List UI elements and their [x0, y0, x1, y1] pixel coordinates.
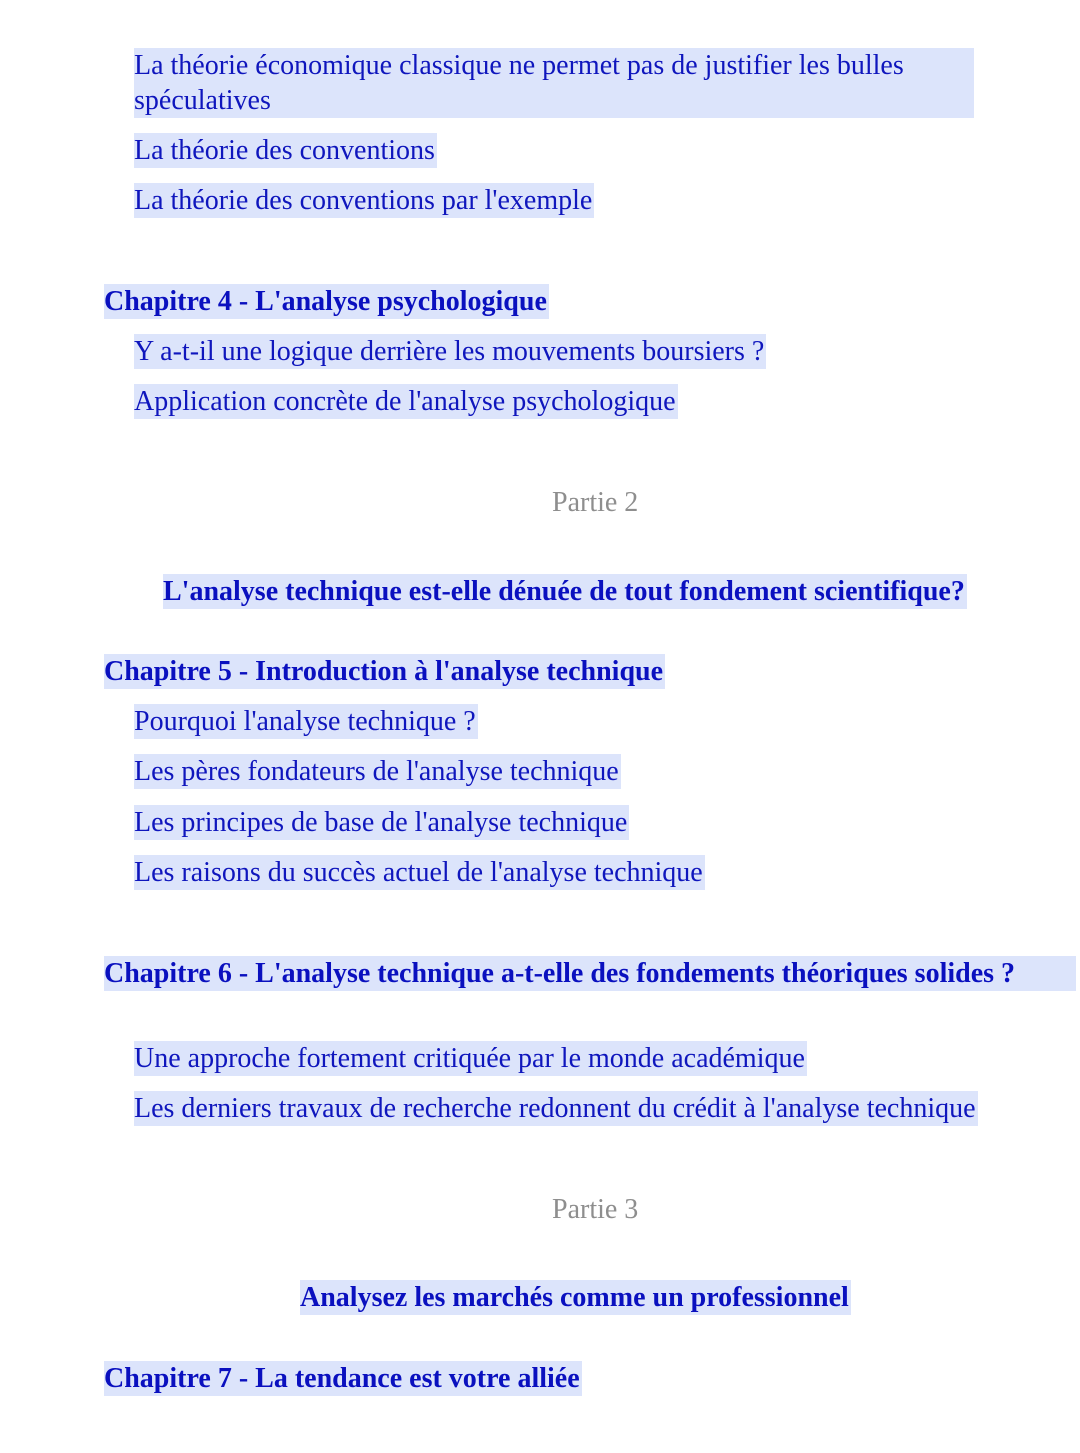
- toc-link-conventions-exemple[interactable]: La théorie des conventions par l'exemple: [134, 185, 593, 216]
- toc-link-peres-fondateurs[interactable]: Les pères fondateurs de l'analyse technique: [134, 756, 619, 787]
- part-3-label: Partie 3: [552, 1194, 639, 1225]
- toc-link-logique-mouvements[interactable]: Y a-t-il une logique derrière les mouvements boursiers ?: [134, 336, 765, 367]
- toc-chapter-5[interactable]: Chapitre 5 - Introduction à l'analyse technique: [104, 656, 664, 687]
- toc-link-theorie-conventions[interactable]: La théorie des conventions: [134, 135, 435, 166]
- toc-chapter-6[interactable]: Chapitre 6 - L'analyse technique a-t-elle des fondements théoriques solides ?: [104, 956, 1076, 991]
- toc-link-application-psychologique[interactable]: Application concrète de l'analyse psychologique: [134, 386, 676, 417]
- toc-link-bulles-speculatives[interactable]: La théorie économique classique ne permet pas de justifier les bulles spéculatives: [134, 48, 974, 118]
- toc-part-2-title[interactable]: L'analyse technique est-elle dénuée de tout fondement scientifique?: [163, 576, 965, 607]
- toc-link-pourquoi-analyse[interactable]: Pourquoi l'analyse technique ?: [134, 706, 476, 737]
- toc-chapter-7[interactable]: Chapitre 7 - La tendance est votre alliée: [104, 1363, 580, 1394]
- toc-part-3-title[interactable]: Analysez les marchés comme un professionnel: [300, 1282, 849, 1313]
- toc-link-raisons-succes[interactable]: Les raisons du succès actuel de l'analyse technique: [134, 857, 703, 888]
- toc-link-approche-critiquee[interactable]: Une approche fortement critiquée par le monde académique: [134, 1043, 805, 1074]
- toc-chapter-4[interactable]: Chapitre 4 - L'analyse psychologique: [104, 286, 547, 317]
- part-2-label: Partie 2: [552, 487, 639, 518]
- toc-link-principes-base[interactable]: Les principes de base de l'analyse technique: [134, 807, 628, 838]
- toc-link-derniers-travaux[interactable]: Les derniers travaux de recherche redonnent du crédit à l'analyse technique: [134, 1093, 976, 1124]
